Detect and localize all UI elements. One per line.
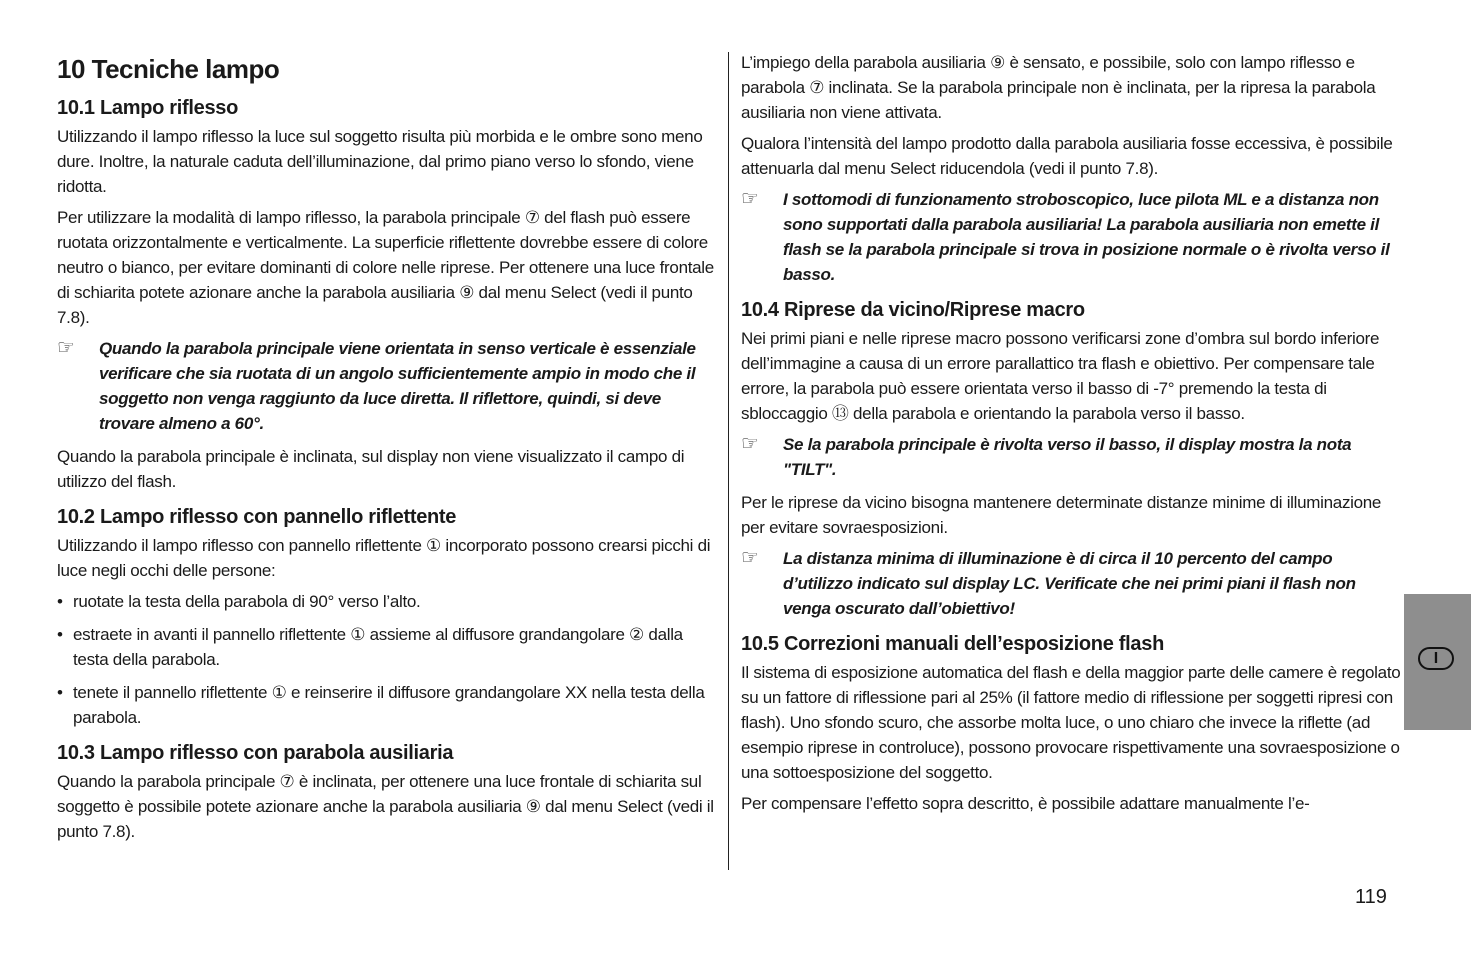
page-number: 119 [1355,886,1387,908]
paragraph: L’impiego della parabola ausiliaria ⑨ è sensato, e possibile, solo con lampo riflesso e parabola ⑦ inclinata. Se la parabola principale non è inclinata, per la ripresa la parabola ausiliaria non viene attivata. [741,53,1376,122]
chapter-title: 10 Tecniche lampo [57,54,280,84]
column-divider [728,52,729,870]
pointing-hand-icon: ☞ [741,188,759,210]
paragraph: Qualora l’intensità del lampo prodotto dalla parabola ausiliaria fosse eccessiva, è possibile attenuarla dal menu Select riducendola (vedi il punto 7.8). [741,134,1393,178]
note-block [741,432,1401,482]
bullet-list [57,589,717,730]
note-text: La distanza minima di illuminazione è di circa il 10 percento del campo d’utilizzo indicato sul display LC. Verificate che nei primi piani il flash non venga oscurato dall’obiettivo! [783,549,1356,618]
list-item: • tenete il pannello riflettente ① e reinserire il diffusore grandangolare XX nella testa della parabola. [57,680,717,730]
note-block [741,187,1401,287]
pointing-hand-icon: ☞ [741,433,759,455]
section-heading-10-4: 10.4 Riprese da vicino/Riprese macro [741,299,1085,321]
section-heading-10-1: 10.1 Lampo riflesso [57,97,239,119]
paragraph: Per utilizzare la modalità di lampo riflesso, la parabola principale ⑦ del flash può essere ruotata orizzontalmente e verticalmente. La superficie riflettente dovrebbe essere di colore neutro o bianco, per evitare dominanti di colore nelle riprese. Per ottenere una luce frontale di schiarita potete azionare anche la parabola ausiliaria ⑨ dal menu Select (vedi il punto 7.8). [57,208,714,327]
pointing-hand-icon: ☞ [57,337,75,359]
section-heading-10-2: 10.2 Lampo riflesso con pannello riflettente [57,506,457,528]
paragraph: Utilizzando il lampo riflesso con pannello riflettente ① incorporato possono crearsi picchi di luce negli occhi delle persone: [57,536,711,580]
paragraph: Quando la parabola principale ⑦ è inclinata, per ottenere una luce frontale di schiarita sul soggetto è possibile potete azionare anche la parabola ausiliaria ⑨ dal menu Select (vedi il punto 7.8). [57,772,714,841]
section-heading-10-3: 10.3 Lampo riflesso con parabola ausiliaria [57,742,454,764]
paragraph: Per le riprese da vicino bisogna mantenere determinate distanze minime di illuminazione per evitare sovraesposizioni. [741,493,1382,537]
language-badge: I [1418,647,1454,670]
paragraph: Utilizzando il lampo riflesso la luce sul soggetto risulta più morbida e le ombre sono meno dure. Inoltre, la naturale caduta dell’illuminazione, dal primo piano verso lo sfondo, viene ridotta. [57,127,703,196]
note-text: Se la parabola principale è rivolta verso il basso, il display mostra la nota "TILT". [783,435,1352,479]
list-item: • ruotate la testa della parabola di 90° verso l’alto. [57,589,717,614]
paragraph: Per compensare l’effetto sopra descritto, è possibile adattare manualmente l’e- [741,794,1310,813]
list-item: • estraete in avanti il pannello riflettente ① assieme al diffusore grandangolare ② dalla testa della parabola. [57,622,717,672]
pointing-hand-icon: ☞ [741,547,759,569]
note-block [57,336,717,436]
left-column [57,50,717,850]
right-column [741,50,1401,822]
note-text: I sottomodi di funzionamento stroboscopico, luce pilota ML e a distanza non sono supportati dalla parabola ausiliaria! La parabola ausiliaria non emette il flash se la parabola principale si trova in posizione normale o è rivolta verso il basso. [783,190,1390,284]
section-heading-10-5: 10.5 Correzioni manuali dell’esposizione flash [741,633,1164,655]
paragraph: Il sistema di esposizione automatica del flash e della maggior parte delle camere è regolato su un fattore di riflessione pari al 25% (il fattore medio di riflessione per soggetti ripresi con flash). Uno sfondo scuro, che assorbe molta luce, o uno chiaro che invece la riflette (ad esempio riprese in controluce), possono provocare rispettivamente una sovraesposizione o una sottoesposizione del soggetto. [741,663,1401,782]
language-tab [1404,594,1471,730]
paragraph: Quando la parabola principale è inclinata, sul display non viene visualizzato il campo di utilizzo del flash. [57,447,685,491]
note-block [741,546,1401,621]
note-text: Quando la parabola principale viene orientata in senso verticale è essenziale verificare che sia ruotata di un angolo sufficientemente ampio in modo che il soggetto non venga raggiunto da luce diretta. Il riflettore, quindi, si deve trovare almeno a 60°. [99,339,696,433]
paragraph: Nei primi piani e nelle riprese macro possono verificarsi zone d’ombra sul bordo inferiore dell’immagine a causa di un errore parallattico tra flash e obiettivo. Per compensare tale errore, la parabola può essere orientata verso il basso di -7° premendo la testa di sbloccaggio ⑬ della parabola e orientando la parabola verso il basso. [741,329,1380,423]
